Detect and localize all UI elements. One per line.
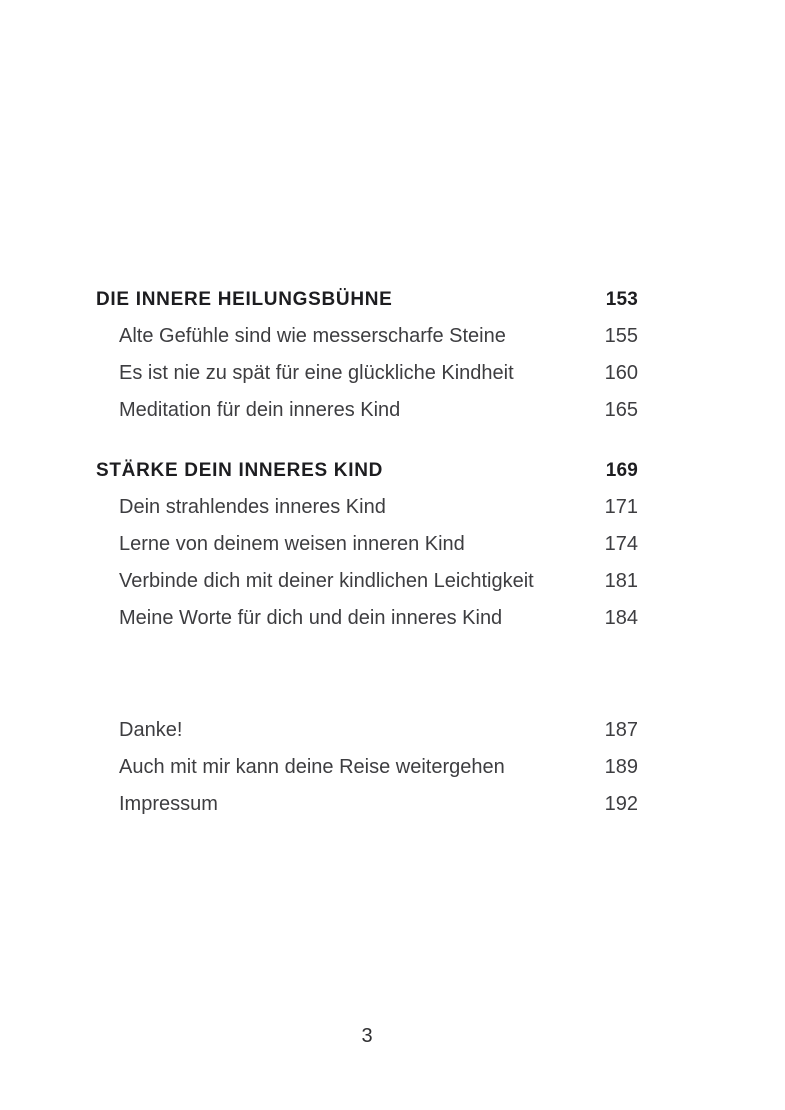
toc-heading-label: DIE INNERE HEILUNGSBÜHNE [96, 289, 393, 310]
toc-entry-label: Verbinde dich mit deiner kindlichen Leichtigkeit [119, 570, 534, 592]
toc-entry [96, 489, 638, 526]
toc-entry [96, 563, 638, 600]
toc-entry-label: Dein strahlendes inneres Kind [119, 496, 386, 518]
toc-entry [96, 600, 638, 637]
toc-entry-page: 184 [604, 607, 638, 629]
toc-heading-page: 169 [605, 460, 638, 481]
toc-section [96, 452, 638, 637]
toc-entry-label: Auch mit mir kann deine Reise weitergehen [119, 756, 505, 778]
toc-section [96, 712, 638, 823]
toc-entry [96, 749, 638, 786]
toc-heading-page: 153 [605, 289, 638, 310]
toc-entry-page: 155 [604, 325, 638, 347]
toc-entry-label: Lerne von deinem weisen inneren Kind [119, 533, 465, 555]
toc-entry [96, 318, 638, 355]
toc-entry-page: 165 [604, 399, 638, 421]
toc-heading-label: STÄRKE DEIN INNERES KIND [96, 460, 384, 481]
toc-entry-page: 174 [604, 533, 638, 555]
toc-entry-label: Es ist nie zu spät für eine glückliche Kindheit [119, 362, 514, 384]
toc-entry-page: 192 [604, 793, 638, 815]
table-of-contents [96, 281, 638, 823]
toc-entry-page: 181 [604, 570, 638, 592]
toc-entry [96, 355, 638, 392]
toc-entry-page: 171 [604, 496, 638, 518]
toc-entry [96, 712, 638, 749]
toc-section-heading [96, 452, 638, 489]
page-number: 3 [361, 1025, 373, 1047]
toc-entry-page: 187 [604, 719, 638, 741]
toc-entry-page: 160 [604, 362, 638, 384]
toc-entry [96, 526, 638, 563]
toc-entry-label: Alte Gefühle sind wie messerscharfe Steine [119, 325, 506, 347]
toc-section-heading [96, 281, 638, 318]
toc-section [96, 281, 638, 429]
toc-entry-label: Meditation für dein inneres Kind [119, 399, 401, 421]
toc-entry-label: Impressum [119, 793, 218, 815]
toc-entry-page: 189 [604, 756, 638, 778]
toc-entry-label: Meine Worte für dich und dein inneres Kind [119, 607, 503, 629]
toc-entry [96, 786, 638, 823]
toc-entry [96, 392, 638, 429]
toc-entry-label: Danke! [119, 719, 183, 741]
